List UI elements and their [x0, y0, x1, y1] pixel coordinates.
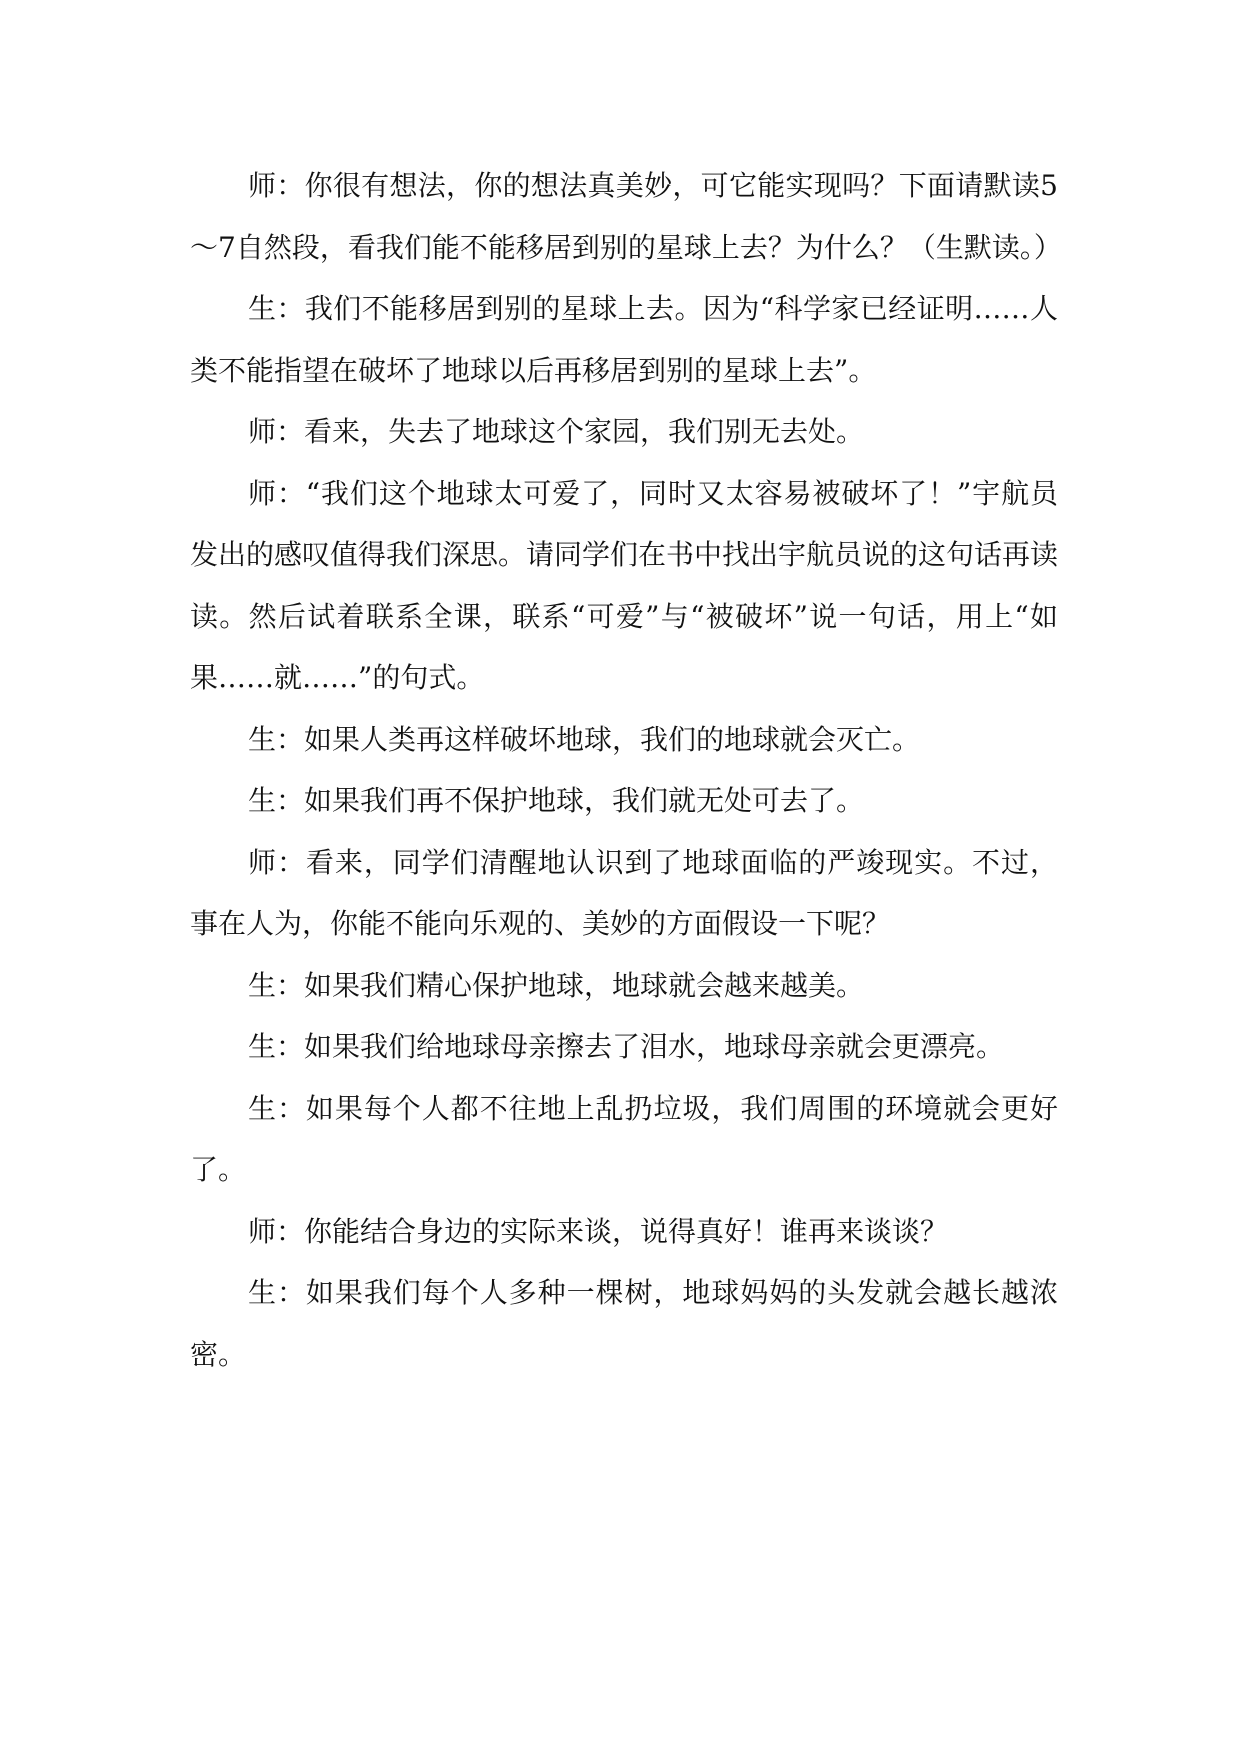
paragraph-12: 生：如果我们每个人多种一棵树，地球妈妈的头发就会越长越浓密。: [190, 1276, 1058, 1371]
paragraph-6: 生：如果我们再不保护地球，我们就无处可去了。: [248, 784, 865, 817]
paragraph-2: 生：我们不能移居到别的星球上去。因为“科学家已经证明……人类不能指望在破坏了地球以后再移居到别的星球上去”。: [190, 292, 1058, 387]
paragraph-10: 生：如果每个人都不往地上乱扔垃圾，我们周围的环境就会更好了。: [190, 1091, 1058, 1186]
paragraph-7: 师：看来，同学们清醒地认识到了地球面临的严竣现实。不过，事在人为，你能不能向乐观的、美妙的方面假设一下呢？: [190, 845, 1058, 940]
paragraph-1: 师：你很有想法，你的想法真美妙，可它能实现吗？下面请默读5～7自然段，看我们能不能移居到别的星球上去？为什么？（生默读。）: [190, 169, 1062, 264]
paragraph-8: 生：如果我们精心保护地球，地球就会越来越美。: [248, 968, 865, 1002]
document-page: [190, 155, 1062, 1385]
paragraph-4: 师：“我们这个地球太可爱了，同时又太容易被破坏了！”宇航员发出的感叹值得我们深思。请同学们在书中找出宇航员说的这句话再读读。然后试着联系全课，联系“可爱”与“被破坏”说一句话，用上“如果……就……”的句式。: [190, 476, 1059, 694]
paragraph-5: 生：如果人类再这样破坏地球，我们的地球就会灭亡。: [248, 722, 921, 756]
paragraph-3: 师：看来，失去了地球这个家园，我们别无去处。: [248, 415, 865, 448]
paragraph-9: 生：如果我们给地球母亲擦去了泪水，地球母亲就会更漂亮。: [248, 1030, 1005, 1063]
paragraph-11: 师：你能结合身边的实际来谈，说得真好！谁再来谈谈？: [248, 1214, 949, 1248]
